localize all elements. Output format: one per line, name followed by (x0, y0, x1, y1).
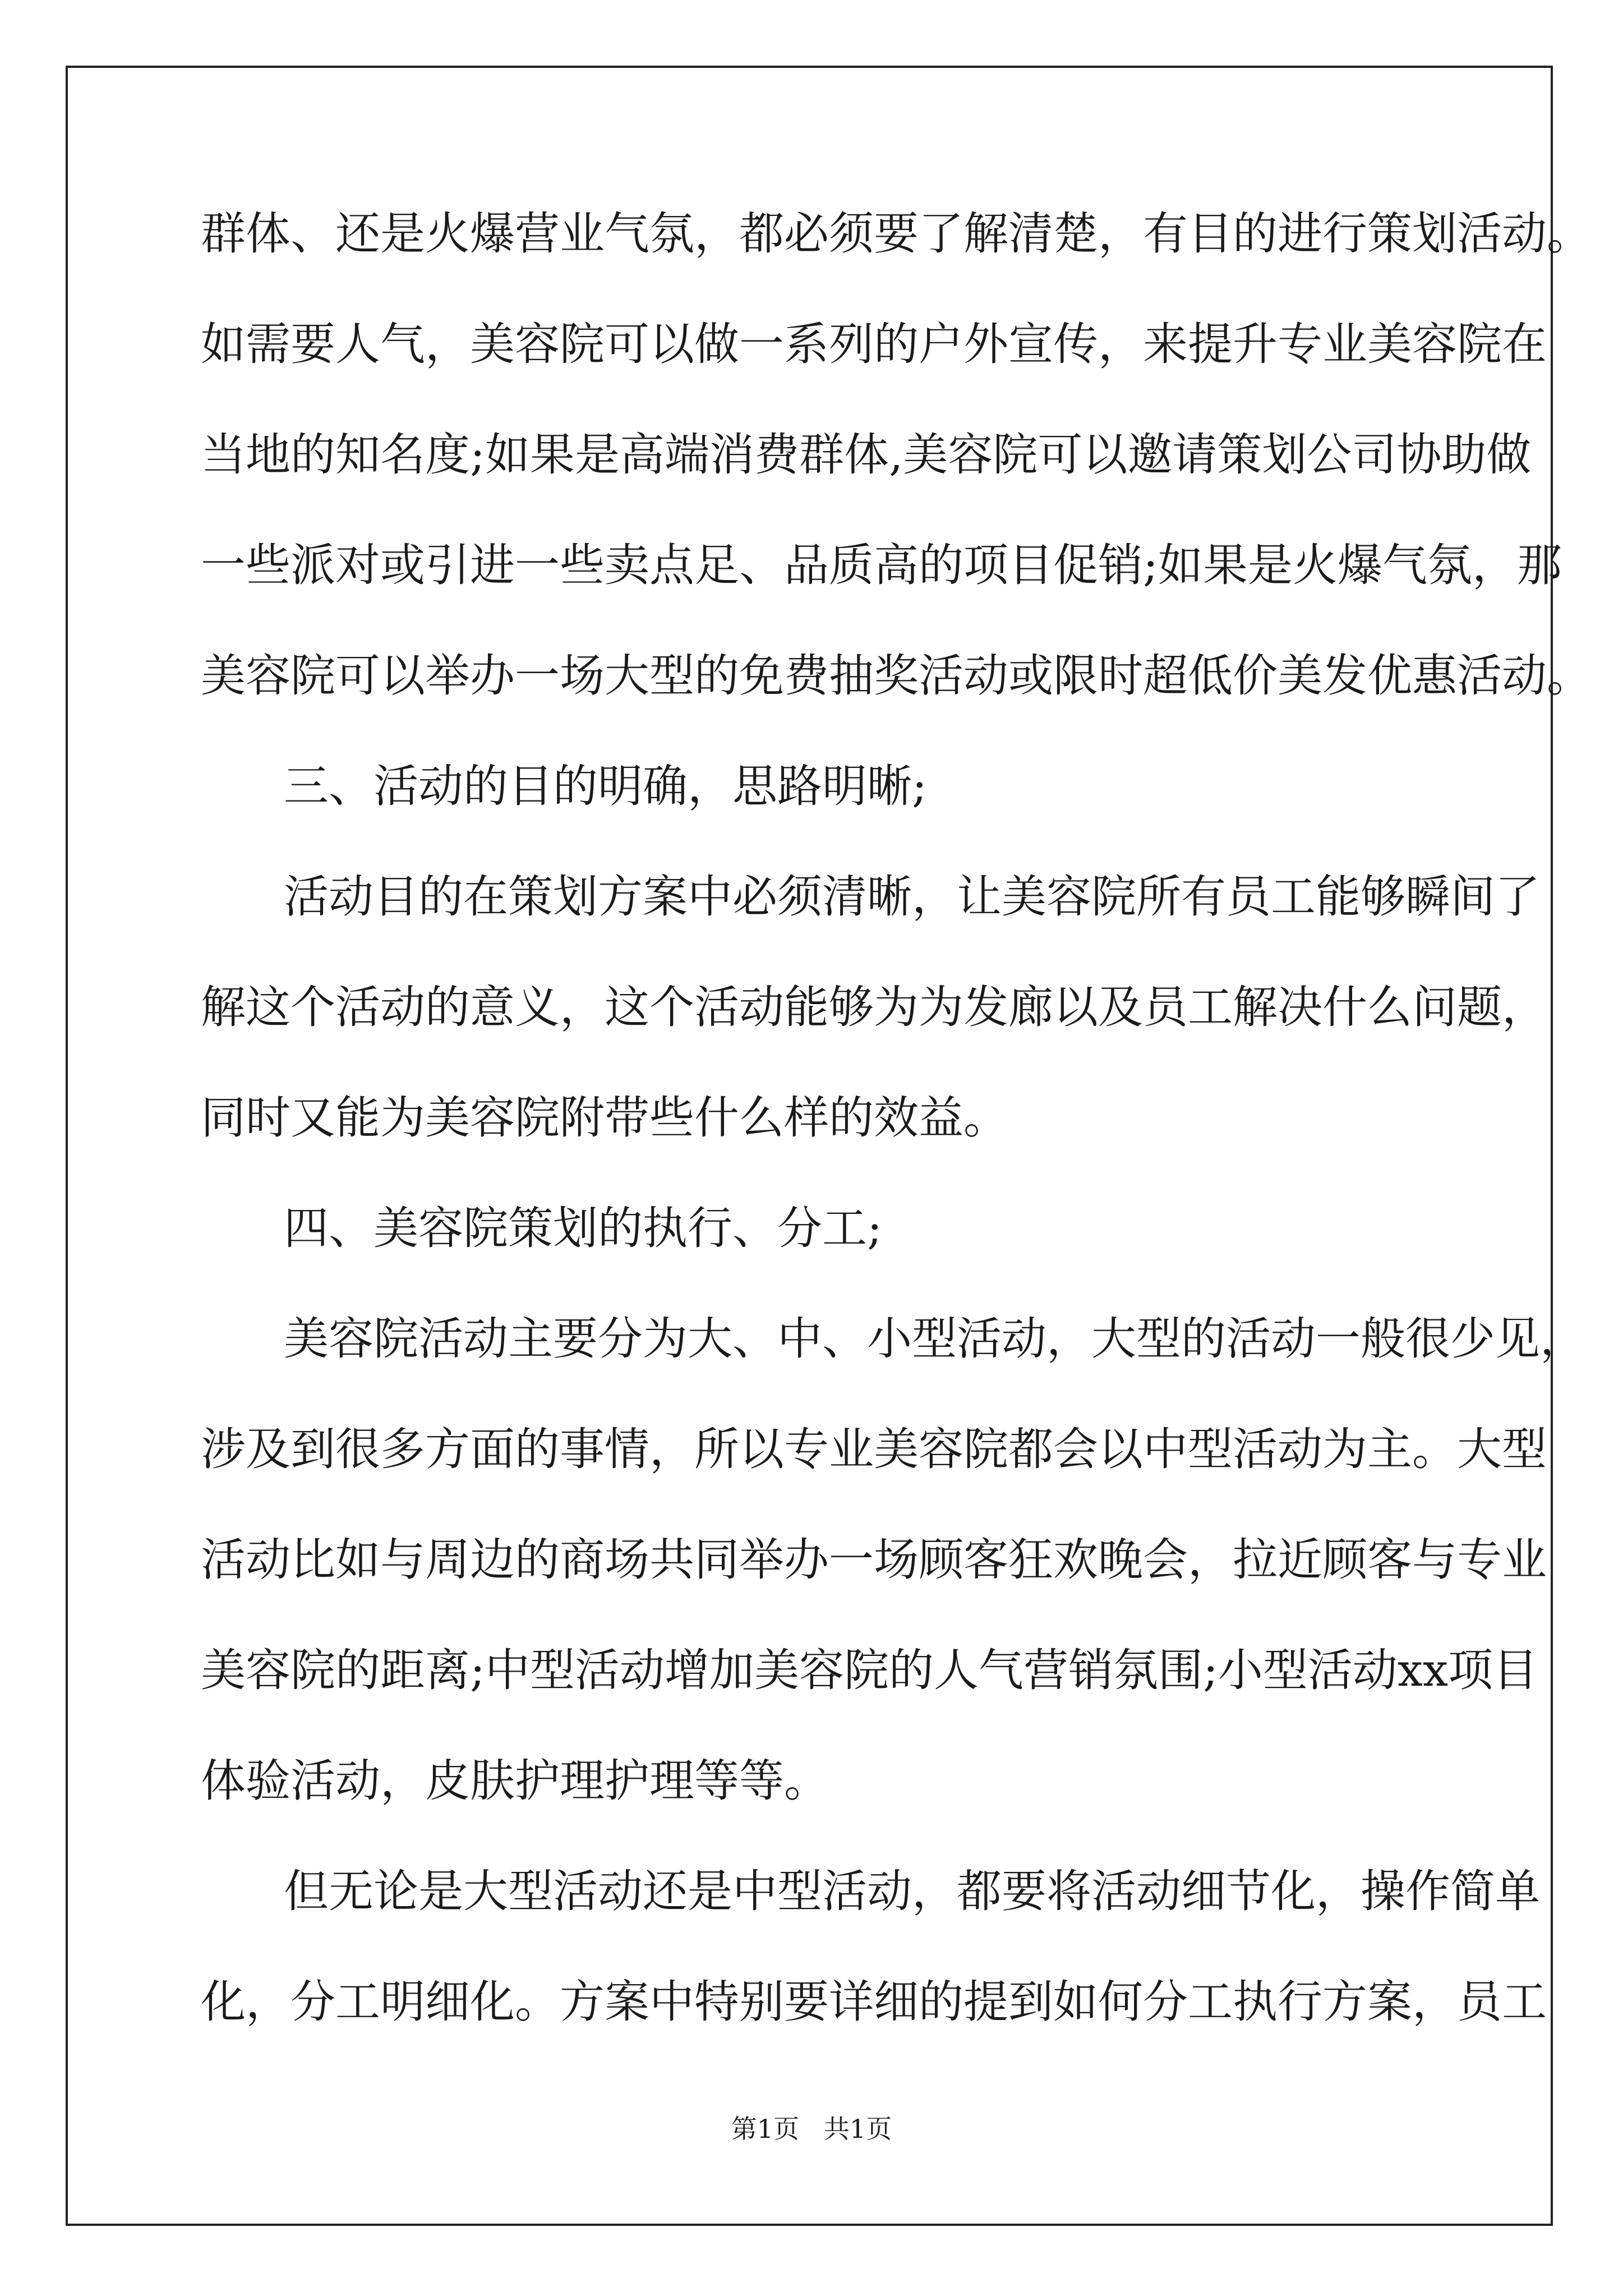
text-line: 一些派对或引进一些卖点足、品质高的项目促销;如果是火爆气氛，那 (201, 539, 1562, 591)
text-line: 解这个活动的意义，这个活动能够为为发廊以及员工解决什么问题， (201, 981, 1547, 1033)
text-line: 体验活动，皮肤护理护理等等。 (201, 1755, 829, 1807)
document-body (201, 178, 1592, 2057)
text-line: 但无论是大型活动还是中型活动，都要将活动细节化，操作简单 (284, 1865, 1540, 1917)
section-heading: 三、活动的目的明确，思路明晰; (284, 760, 927, 812)
text-line: 涉及到很多方面的事情，所以专业美容院都会以中型活动为主。大型 (201, 1423, 1547, 1475)
text-line: 美容院的距离;中型活动增加美容院的人气营销氛围;小型活动xx项目 (201, 1644, 1538, 1696)
text-line: 如需要人气，美容院可以做一系列的户外宣传，来提升专业美容院在 (201, 318, 1547, 370)
page-footer: 第1页 共1页 (731, 2114, 892, 2144)
text-line: 美容院可以举办一场大型的免费抽奖活动或限时超低价美发优惠活动。 (201, 650, 1592, 702)
text-line: 当地的知名度;如果是高端消费群体,美容院可以邀请策划公司协助做 (201, 429, 1532, 481)
text-line: 化，分工明细化。方案中特别要详细的提到如何分工执行方案，员工 (201, 1976, 1547, 2028)
text-line: 同时又能为美容院附带些什么样的效益。 (201, 1092, 1008, 1144)
section-heading: 四、美容院策划的执行、分工; (284, 1202, 882, 1254)
text-line: 群体、还是火爆营业气氛，都必须要了解清楚，有目的进行策划活动。 (201, 208, 1592, 260)
text-line: 美容院活动主要分为大、中、小型活动，大型的活动一般很少见， (284, 1313, 1585, 1365)
text-line: 活动比如与周边的商场共同举办一场顾客狂欢晚会，拉近顾客与专业 (201, 1534, 1547, 1586)
text-line: 活动目的在策划方案中必须清晰，让美容院所有员工能够瞬间了 (284, 871, 1540, 923)
